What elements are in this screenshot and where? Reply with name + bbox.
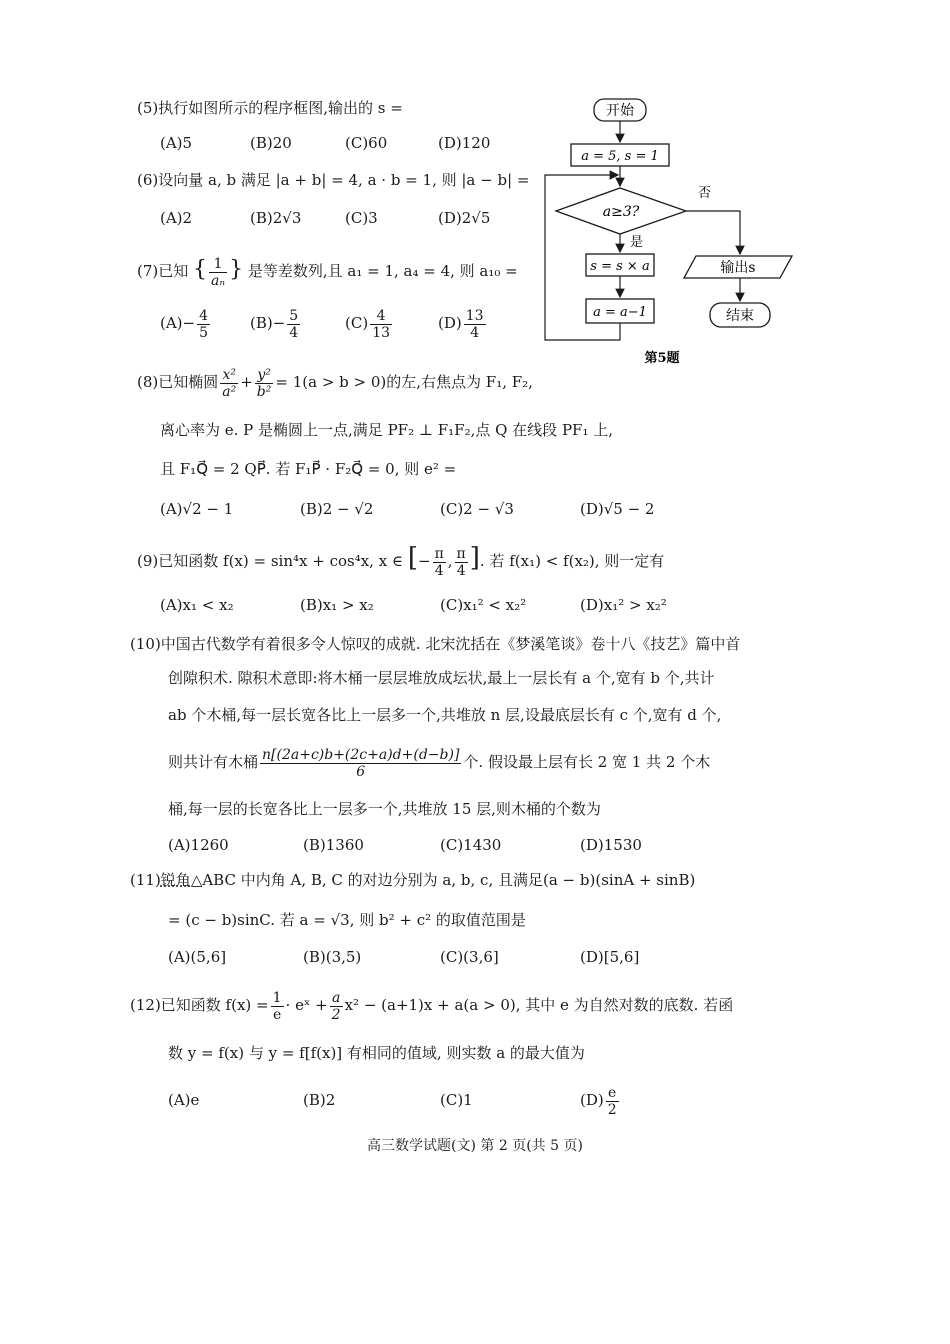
q10-option-c: (C)1430 <box>440 836 502 854</box>
flow-init-label: a = 5, s = 1 <box>581 149 659 164</box>
flow-step2-label: a = a−1 <box>593 305 647 320</box>
q6-option-d: (D)2√5 <box>438 209 491 227</box>
q6-stem: (6)设向量 a, b 满足 |a + b| = 4, a · b = 1, 则 |a − b| = <box>137 171 530 189</box>
q8-option-d: (D)√5 − 2 <box>580 500 655 518</box>
q11-emphasis: 锐角 <box>160 871 191 889</box>
q9-option-c: (C)x₁² < x₂² <box>440 596 527 614</box>
q10-option-d: (D)1530 <box>580 836 642 854</box>
q8-stem: (8)已知椭圆 $\frac{\text{x²}}{\text{a²}}$ + $\frac{\text{y²}}{\text{b²}}$ = 1(a > b > 0)的左,右焦点为 F₁, F₂, <box>137 366 533 400</box>
q7-seq-num: 1 <box>209 256 227 273</box>
flow-step1-label: s = s × a <box>590 259 650 274</box>
q8-line2: 离心率为 e. P 是椭圆上一点,满足 PF₂ ⊥ F₁F₂,点 Q 在线段 PF₁ 上, <box>160 421 613 439</box>
q9-option-a: (A)x₁ < x₂ <box>160 596 234 614</box>
q5-stem: (5)执行如图所示的程序框图,输出的 s = <box>137 99 403 117</box>
q12-option-b: (B)2 <box>303 1091 336 1109</box>
q10-option-a: (A)1260 <box>168 836 229 854</box>
q11-line2: = (c − b)sinC. 若 a = √3, 则 b² + c² 的取值范围是 <box>168 911 526 929</box>
q7-seq-den: aₙ <box>211 272 226 289</box>
q10-line4: 则共计有木桶 $\frac{n[(2a+c)b+(2c+a)d+(d-b)]}{6}$ 个. 假设最上层有长 2 宽 1 共 2 个木 <box>168 746 711 780</box>
flow-end-label: 结束 <box>726 308 754 324</box>
q11-option-d: (D)[5,6] <box>580 948 640 966</box>
q9-stem: (9)已知函数 f(x) = sin⁴x + cos⁴x, x ∈ [− $\frac{\pi}{4}$ , $\frac{\pi}{4}$ ]. 若 f(x₁) < f(x₂), 则一定有 <box>137 543 665 579</box>
flow-yes-label: 是 <box>630 235 644 250</box>
q12-option-d: (D) $\frac{e}{2}$ <box>580 1084 617 1118</box>
page-footer: 高三数学试题(文) 第 2 页(共 5 页) <box>367 1138 583 1154</box>
q7-option-b: (B)− $\frac{5}{4}$ <box>250 307 299 341</box>
flow-caption: 第5题 <box>644 351 680 366</box>
q7-stem: (7)已知 { $\frac{1}{\text{aₙ}}$ } 是等差数列,且 a₁ = 1, a₄ = 4, 则 a₁₀ = <box>137 255 518 289</box>
q11-option-b: (B)(3,5) <box>303 948 362 966</box>
q10-option-b: (B)1360 <box>303 836 364 854</box>
q5-option-c: (C)60 <box>345 134 388 152</box>
q11-option-a: (A)(5,6] <box>168 948 227 966</box>
q6-option-c: (C)3 <box>345 209 378 227</box>
flow-decision-label: a≥3? <box>602 204 640 220</box>
q11-option-c: (C)(3,6] <box>440 948 499 966</box>
q10-line2: 创隙积术. 隙积术意即:将木桶一层层堆放成坛状,最上一层长有 a 个,宽有 b 个,共计 <box>168 669 715 687</box>
q5-option-d: (D)120 <box>438 134 491 152</box>
q12-line2: 数 y = f(x) 与 y = f[f(x)] 有相同的值域, 则实数 a 的最大值为 <box>168 1044 585 1062</box>
flow-start-label: 开始 <box>606 103 634 119</box>
flow-no-label: 否 <box>698 186 712 201</box>
q7-suffix: 是等差数列,且 a₁ = 1, a₄ = 4, 则 a₁₀ = <box>247 262 518 280</box>
q8-option-a: (A)√2 − 1 <box>160 500 234 518</box>
q11-line1: (11)锐角△ABC 中内角 A, B, C 的对边分别为 a, b, c, 且满足(a − b)(sinA + sinB) <box>130 871 696 889</box>
q9-option-b: (B)x₁ > x₂ <box>300 596 374 614</box>
q12-option-c: (C)1 <box>440 1091 473 1109</box>
q7-option-d: (D) $\frac{13}{4}$ <box>438 307 484 341</box>
q7-prefix: (7)已知 <box>137 262 189 280</box>
flow-output-label: 输出s <box>720 260 756 276</box>
q8-line3: 且 F₁Q⃗ = 2 QP⃗. 若 F₁P⃗ · F₂Q⃗ = 0, 则 e² = <box>160 460 457 478</box>
q6-option-a: (A)2 <box>160 209 193 227</box>
q5-option-a: (A)5 <box>160 134 193 152</box>
q8-option-c: (C)2 − √3 <box>440 500 514 518</box>
q12-option-a: (A)e <box>168 1091 200 1109</box>
q10-line1: (10)中国古代数学有着很多令人惊叹的成就. 北宋沈括在《梦溪笔谈》卷十八《技艺》篇中首 <box>130 635 741 653</box>
q7-option-a: (A)− $\frac{4}{5}$ <box>160 307 209 341</box>
q8-option-b: (B)2 − √2 <box>300 500 374 518</box>
q6-option-b: (B)2√3 <box>250 209 302 227</box>
q9-option-d: (D)x₁² > x₂² <box>580 596 667 614</box>
q5-option-b: (B)20 <box>250 134 292 152</box>
q12-line1: (12)已知函数 f(x) = $\frac{1}{e}$ · eˣ + $\frac{a}{2}$ x² − (a+1)x + a(a > 0), 其中 e 为自然对数的底数. 若函 <box>130 989 734 1023</box>
q7-option-c: (C) $\frac{4}{13}$ <box>345 307 391 341</box>
q10-line3: ab 个木桶,每一层长宽各比上一层多一个,共堆放 n 层,设最底层长有 c 个,宽有 d 个, <box>168 706 722 724</box>
q10-line5: 桶,每一层的长宽各比上一层多一个,共堆放 15 层,则木桶的个数为 <box>168 800 601 818</box>
